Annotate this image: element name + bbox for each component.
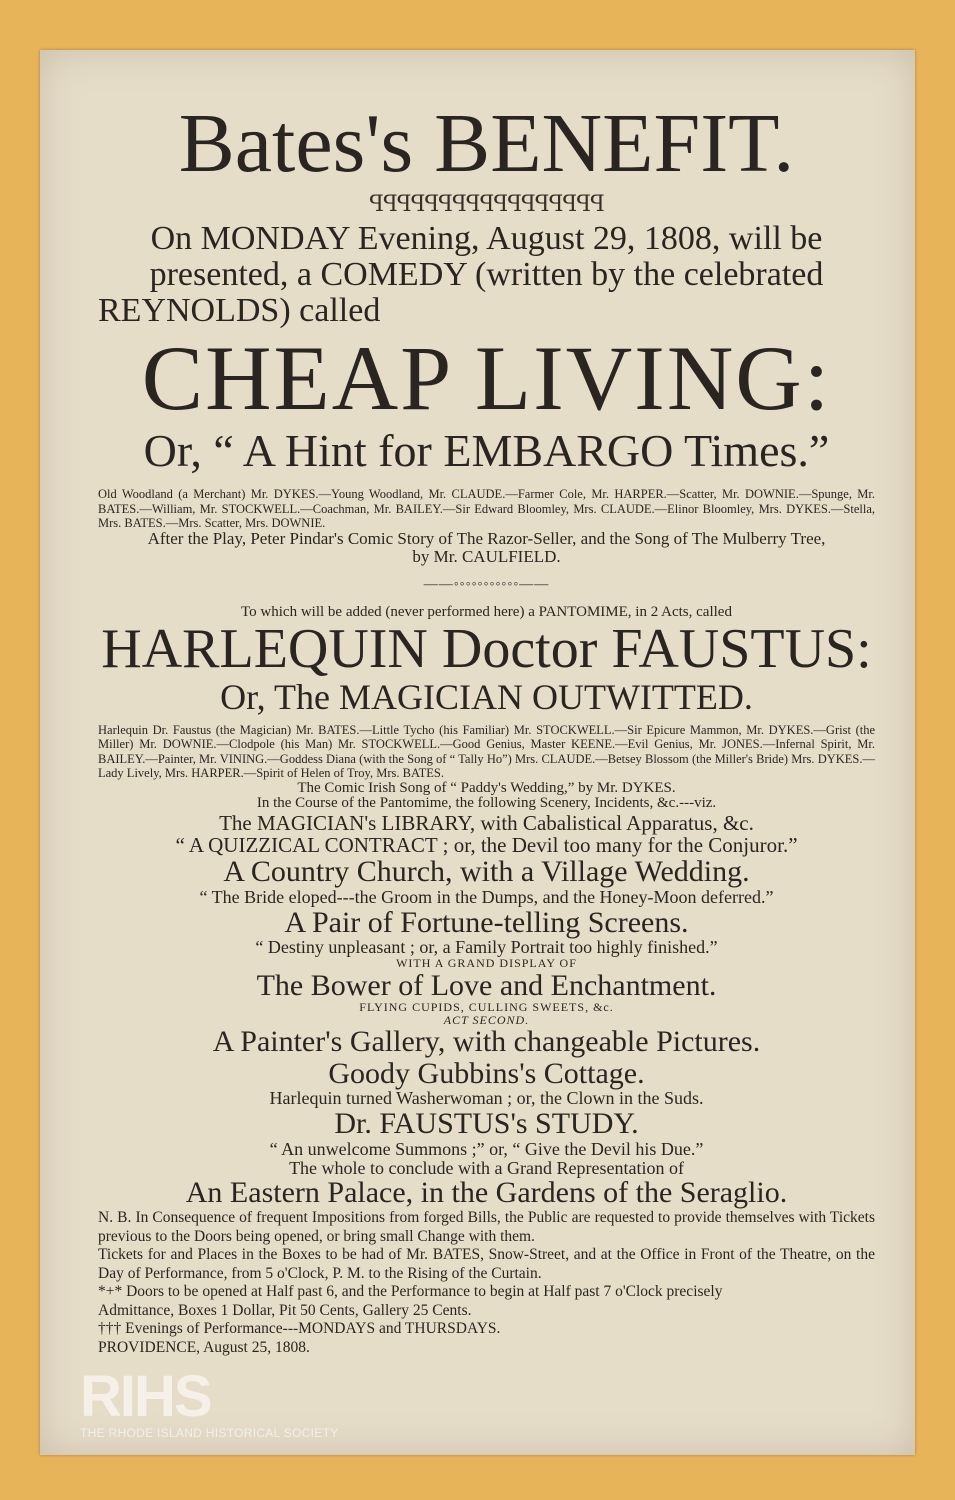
nb-notice: N. B. In Consequence of frequent Impositions from forged Bills, the Public are requested to provide themselves with Tickets previous to the Doors being opened, or bring small Change with them.	[98, 1208, 875, 1245]
rihs-name: THE RHODE ISLAND HISTORICAL SOCIETY	[80, 1426, 339, 1440]
act-second-line: ACT SECOND.	[443, 1012, 530, 1027]
intro-line-2: presented, a COMEDY (written by the celebrated	[149, 255, 824, 293]
screens-scene: A Pair of Fortune-telling Screens.	[284, 905, 689, 939]
intro-line-3: REYNOLDS) called	[98, 291, 381, 329]
intro-line-1: On MONDAY Evening, August 29, 1808, will be	[150, 220, 823, 258]
destiny-line: “ Destiny unpleasant ; or, a Family Portrait too highly finished.”	[255, 937, 718, 958]
poster-title: Bates's BENEFIT.	[178, 97, 795, 190]
pantomime-cast: Harlequin Dr. Faustus (the Magician) Mr. BATES.—Little Tycho (his Familiar) Mr. STOCKWELL.—Sir Epicure Mammon, Mr. DYKES.—Grist (the Miller) Mr. DOWNIE.—Clodpole (his Man) Mr. STOCKWELL.—Good Genius, Master KEENE.—Evil Genius, Mr. JONES.—Infernal Spirit, Mr. BAILEY.—Painter, Mr. VINING.—Goddess Diana (with the Song of “ Tally Ho”) Mrs. CLAUDE.—Betsey Blossom (the Miller's Bride) Mrs. DYKES.—Lady Lively, Mrs. HARPER.—Spirit of Helen of Troy, Mrs. BATES.	[98, 723, 875, 781]
admittance-notice: Admittance, Boxes 1 Dollar, Pit 50 Cents, Gallery 25 Cents.	[98, 1301, 472, 1319]
poster-sheet	[40, 50, 915, 1455]
study-scene: Dr. FAUSTUS's STUDY.	[334, 1107, 639, 1141]
evenings-notice: ††† Evenings of Performance---MONDAYS and THURSDAYS.	[98, 1320, 501, 1338]
library-scene: The MAGICIAN's LIBRARY, with Cabalistical Apparatus, &c.	[219, 811, 754, 836]
bride-line: “ The Bride eloped---the Groom in the Dumps, and the Honey-Moon deferred.”	[199, 886, 774, 907]
poster-text	[98, 97, 875, 1358]
pantomime-title: HARLEQUIN Doctor FAUSTUS:	[101, 618, 872, 681]
bower-scene: The Bower of Love and Enchantment.	[256, 968, 717, 1002]
after-play-line: After the Play, Peter Pindar's Comic Story of The Razor-Seller, and the Song of The Mulberry Tree,	[147, 529, 826, 549]
ornament-divider: ꟼꟼꟼꟼꟼꟼꟼꟼꟼꟼꟼꟼꟼꟼꟼꟼꟼ	[369, 191, 604, 217]
pantomime-intro: To which will be added (never performed here) a PANTOMIME, in 2 Acts, called	[241, 603, 732, 620]
play-subtitle: Or, “ A Hint for EMBARGO Times.”	[143, 424, 830, 476]
rihs-logo: RIHS	[80, 1364, 211, 1429]
course-line: In the Course of the Pantomime, the following Scenery, Incidents, &c.---viz.	[256, 795, 717, 812]
cottage-scene: Goody Gubbins's Cottage.	[328, 1056, 645, 1090]
doors-notice: *+* Doors to be opened at Half past 6, and the Performance to begin at Half past 7 o'Clock precisely	[98, 1283, 723, 1301]
pantomime-subtitle: Or, The MAGICIAN OUTWITTED.	[220, 677, 753, 718]
song-line: The Comic Irish Song of “ Paddy's Wedding,” by Mr. DYKES.	[297, 779, 676, 796]
gallery-scene: A Painter's Gallery, with changeable Pictures.	[212, 1025, 761, 1059]
summons-line: “ An unwelcome Summons ;” or, “ Give the Devil his Due.”	[269, 1138, 704, 1159]
palace-scene: An Eastern Palace, in the Gardens of the Seraglio.	[185, 1176, 788, 1210]
tickets-notice: Tickets for and Places in the Boxes to be had of Mr. BATES, Snow-Street, and at the Office in Front of the Theatre, on the Day of Performance, from 5 o'Clock, P. M. to the Rising of the Curtain.	[98, 1246, 875, 1282]
contract-line: “ A QUIZZICAL CONTRACT ; or, the Devil too many for the Conjuror.”	[175, 833, 798, 858]
rihs-watermark	[80, 1364, 339, 1440]
church-scene: A Country Church, with a Village Wedding.	[223, 855, 750, 889]
play-cast: Old Woodland (a Merchant) Mr. DYKES.—Young Woodland, Mr. CLAUDE.—Farmer Cole, Mr. HARPER.—Scatter, Mr. DOWNIE.—Spunge, Mr. BATES.—William, Mr. STOCKWELL.—Coachman, Mr. BAILEY.—Sir Edward Bloomley, Mrs. CLAUDE.—Elinor Bloomley, Mrs. DYKES.—Stella, Mrs. BATES.—Mrs. Scatter, Mrs. DOWNIE.	[98, 487, 875, 530]
conclude-line: The whole to conclude with a Grand Representation of	[289, 1157, 684, 1178]
section-divider: ——◦◦◦◦◦◦◦◦◦◦◦——	[423, 577, 550, 593]
dateline: PROVIDENCE, August 25, 1808.	[98, 1339, 310, 1357]
play-title: CHEAP LIVING:	[141, 327, 832, 430]
cupids-line: FLYING CUPIDS, CULLING SWEETS, &c.	[359, 1000, 614, 1015]
grand-display-line: WITH A GRAND DISPLAY OF	[396, 955, 577, 970]
washerwoman-line: Harlequin turned Washerwoman ; or, the Clown in the Suds.	[269, 1088, 704, 1109]
after-play-line-2: by Mr. CAULFIELD.	[412, 547, 561, 567]
